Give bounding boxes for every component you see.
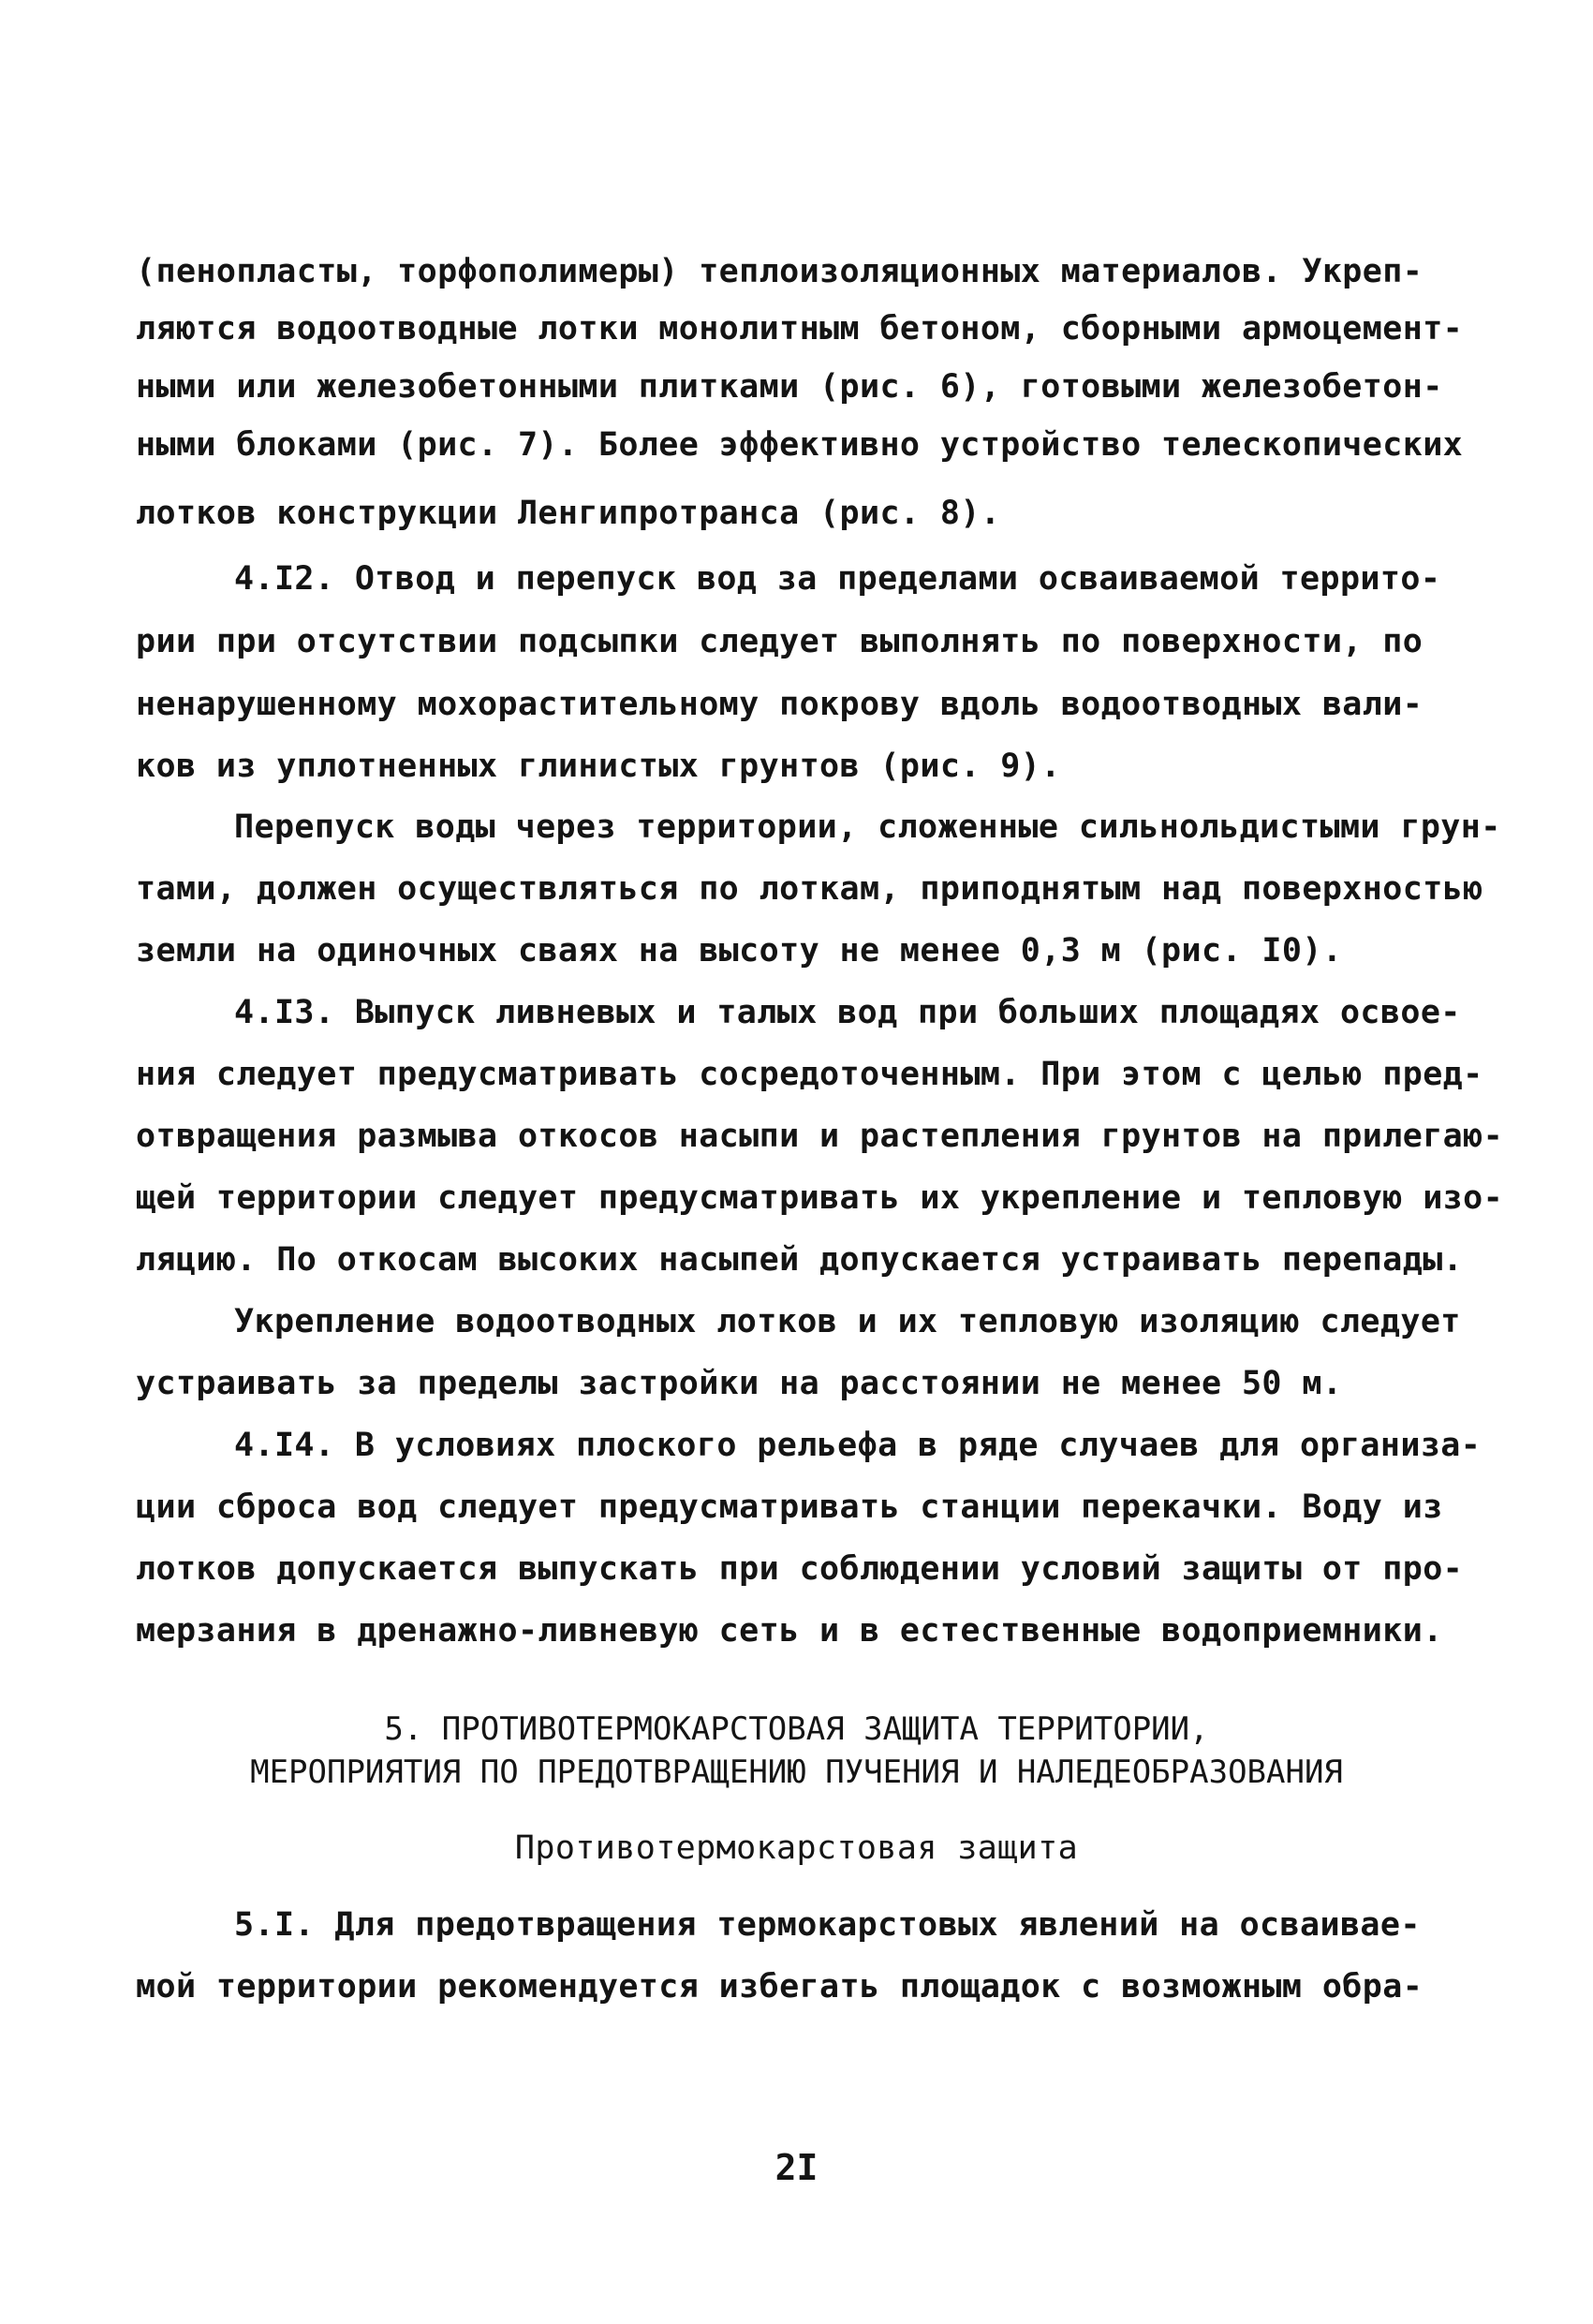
text-line: ными или железобетонными плитками (рис. 6), готовыми железобетон-	[136, 368, 1443, 406]
text-line: мерзания в дренажно-ливневую сеть и в естественные водоприемники.	[136, 1612, 1443, 1650]
text-line: отвращения размыва откосов насыпи и растепления грунтов на прилегаю-	[136, 1118, 1504, 1155]
text-line: (пенопласты, торфополимеры) теплоизоляционных материалов. Укреп-	[136, 253, 1423, 290]
text-line: ков из уплотненных глинистых грунтов (рис. 9).	[136, 748, 1061, 785]
section-heading-line-2: МЕРОПРИЯТИЯ ПО ПРЕДОТВРАЩЕНИЮ ПУЧЕНИЯ И НАЛЕДЕОБРАЗОВАНИЯ	[250, 1754, 1343, 1791]
text-line: ния следует предусматривать сосредоточенным. При этом с целью пред-	[136, 1056, 1483, 1093]
text-line: ции сброса вод следует предусматривать станции перекачки. Воду из	[136, 1488, 1443, 1526]
paragraph-start: Укрепление водоотводных лотков и их тепловую изоляцию следует	[234, 1303, 1461, 1340]
text-line: тами, должен осуществляться по лоткам, приподнятым над поверхностью	[136, 870, 1483, 908]
section-heading-line-1: 5. ПРОТИВОТЕРМОКАРСТОВАЯ ЗАЩИТА ТЕРРИТОРИИ,	[384, 1710, 1209, 1748]
text-line: ненарушенному мохорастительному покрову вдоль водоотводных вали-	[136, 686, 1423, 723]
text-line: устраивать за пределы застройки на расстоянии не менее 50 м.	[136, 1365, 1343, 1402]
page-number: 2I	[774, 2147, 819, 2188]
text-line: земли на одиночных сваях на высоту не менее 0,3 м (рис. I0).	[136, 932, 1343, 970]
paragraph-4-12-start: 4.I2. Отвод и перепуск вод за пределами осваиваемой террито-	[234, 560, 1441, 598]
text-line: ляются водоотводные лотки монолитным бетоном, сборными армоцемент-	[136, 310, 1464, 348]
paragraph-start: Перепуск воды через территории, сложенные сильнольдистыми грун-	[234, 808, 1501, 846]
paragraph-5-1-start: 5.I. Для предотвращения термокарстовых явлений на осваивае-	[234, 1906, 1421, 1944]
text-line: ными блоками (рис. 7). Более эффективно устройство телескопических	[136, 426, 1464, 464]
text-line: рии при отсутствии подсыпки следует выполнять по поверхности, по	[136, 623, 1423, 660]
text-line: лотков конструкции Ленгипротранса (рис. 8).	[136, 495, 1001, 532]
text-line: ляцию. По откосам высоких насыпей допускается устраивать перепады.	[136, 1241, 1464, 1279]
text-line: лотков допускается выпускать при соблюдении условий защиты от про-	[136, 1550, 1464, 1588]
subsection-heading: Противотермокарстовая защита	[514, 1829, 1079, 1867]
paragraph-4-14-start: 4.I4. В условиях плоского рельефа в ряде случаев для организа-	[234, 1427, 1482, 1464]
paragraph-4-13-start: 4.I3. Выпуск ливневых и талых вод при больших площадях освое-	[234, 994, 1461, 1031]
text-line: мой территории рекомендуется избегать площадок с возможным обра-	[136, 1968, 1423, 2006]
text-line: щей территории следует предусматривать их укрепление и тепловую изо-	[136, 1179, 1504, 1217]
